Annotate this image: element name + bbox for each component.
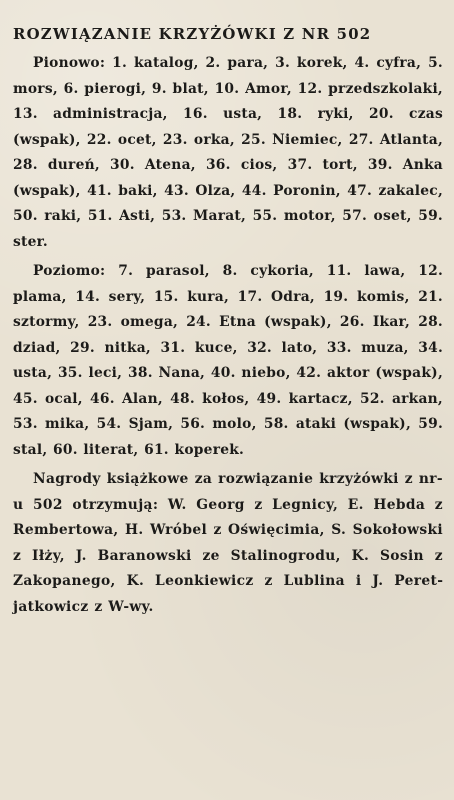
pionowo-text: 1. katalog, 2. para, 3. korek, 4. cyfra, 5. mors, 6. pierogi, 9. blat, 10. Amor, 12. przedszkolaki, 13. administracja, 16. usta, 18. ryki, 20. czas (wspak), 22. ocet, 23. orka, 25. Niemiec, 27. Atlanta, 28. dureń, 30. Atena, 36. cios, 37. tort, 39. Anka (wspak), 41. baki, 43. Olza, 44. Poronin, 47. zakalec, 50. raki, 51. Asti, 53. Marat, 55. motor, 57. oset, 59. ster. [13, 55, 443, 250]
winners-text: Nagrody książkowe za rozwiązanie krzyżówki z nr-u 502 otrzymują: W. Georg z Legnicy, E. Hebda z Rembertowa, H. Wróbel z Oświęcimia, S. Sokołowski z Iłży, J. Baranowski ze Stalinogrodu, K. Sosin z Zakopanego, K. Leonkiewicz z Lublina i J. Peretjatkowicz z W-wy. [13, 471, 443, 615]
poziomo-text: 7. parasol, 8. cykoria, 11. lawa, 12. plama, 14. sery, 15. kura, 17. Odra, 19. komis, 21. sztormy, 23. omega, 24. Etna (wspak), 26. Ikar, 28. dziad, 29. nitka, 31. kuce, 32. lato, 33. muza, 34. usta, 35. leci, 38. Nana, 40. niebo, 42. aktor (wspak), 45. ocal, 46. Alan, 48. kołos, 49. kartacz, 52. arkan, 53. mika, 54. Sjam, 56. molo, 58. ataki (wspak), 59. stal, 60. literat, 61. koperek. [13, 263, 443, 458]
winners-paragraph [13, 467, 443, 620]
article-title: ROZWIĄZANIE KRZYŻÓWKI Z NR 502 [13, 25, 372, 43]
pionowo-solution [13, 51, 443, 255]
poziomo-solution [13, 259, 443, 463]
pionowo-label: Pionowo: [33, 55, 106, 71]
poziomo-label: Poziomo: [33, 263, 106, 279]
